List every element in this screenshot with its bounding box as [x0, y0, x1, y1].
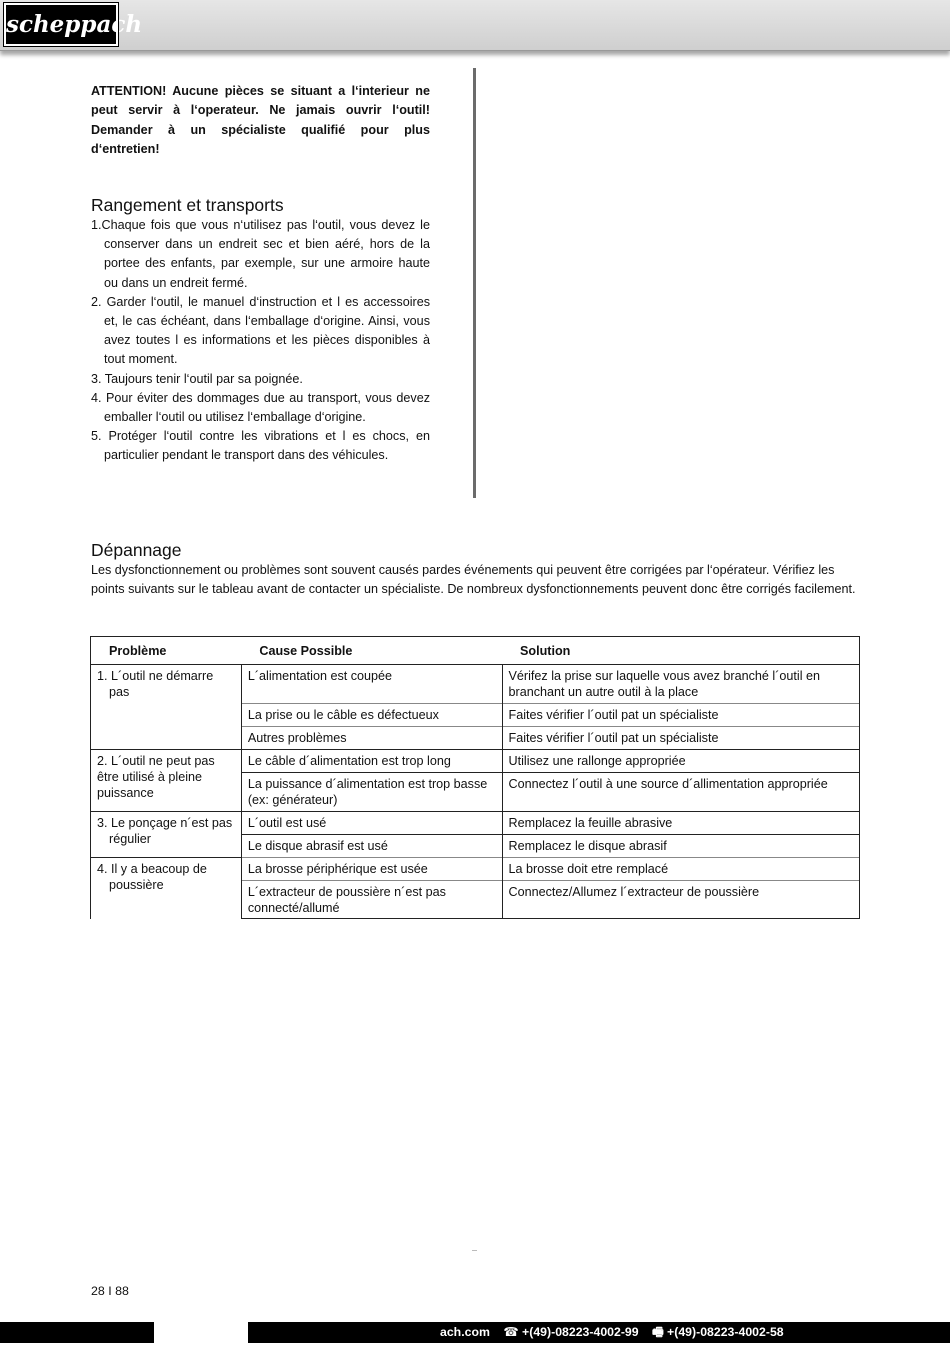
attention-block [91, 82, 430, 159]
attention-text: ATTENTION! Aucune pièces se situant a l‘interieur ne peut servir à l‘operateur. Ne jamais ouvrir l‘outil! Demander à un spécialiste qualifié pour plus d‘entretien! [91, 84, 430, 156]
solution-cell: Faites vérifier l´outil pat un spécialiste [502, 704, 860, 727]
header-cause: Cause Possible [241, 637, 502, 665]
solution-cell: Remplacez la feuille abrasive [502, 812, 860, 835]
page-number: 28 I 88 [91, 1284, 129, 1298]
depannage-title: Dépannage [91, 540, 182, 560]
footer-contact [440, 1322, 794, 1343]
problem-cell [91, 665, 242, 750]
problem-text: 4. Il y a beacoup de poussière [97, 862, 207, 892]
depannage-intro: Les dysfonctionnement ou problèmes sont souvent causés pardes événements qui peuvent être corrigées par l‘opérateur. Vérifiez les points suivants sur le tableau avant de contacter un spécialiste. De nombreux dysfonctionnements peuvent donc être corrigés facilement. [91, 563, 856, 597]
footer-gap [154, 1322, 248, 1343]
cause-cell: Le disque abrasif est usé [241, 835, 502, 858]
footer-website: ach.com [440, 1325, 490, 1339]
page-mark [472, 1250, 477, 1251]
cause-cell: La brosse périphérique est usée [241, 858, 502, 881]
cause-cell: Autres problèmes [241, 727, 502, 750]
troubleshooting-table [90, 636, 860, 919]
footer-fax: 🖷 +(49)-08223-4002-58 [652, 1325, 784, 1339]
cause-cell: La puissance d´alimentation est trop basse (ex: générateur) [241, 773, 502, 812]
solution-cell: Connectez/Allumez l´extracteur de poussière [502, 881, 860, 919]
list-item: 2. Garder l‘outil, le manuel d‘instruction et l es accessoires et, le cas échéant, dans l‘emballage d‘origine. Ainsi, vous avez toutes l es informations et les pièces disponibles à tout moment. [91, 294, 430, 367]
column-divider [473, 68, 476, 498]
list-item: 3. Taujours tenir l‘outil par sa poignée. [91, 371, 303, 386]
rangement-list [91, 216, 430, 466]
solution-cell: Utilisez une rallonge appropriée [502, 750, 860, 773]
rangement-title: Rangement et transports [91, 195, 284, 215]
scheppach-logo: scheppach [4, 3, 118, 46]
table-row [91, 665, 860, 704]
solution-cell: Faites vérifier l´outil pat un spécialiste [502, 727, 860, 750]
list-item: 4. Pour éviter des dommages due au transport, vous devez emballer l‘outil ou utilisez l‘emballage d‘origine. [91, 390, 430, 425]
table-row [91, 812, 860, 835]
problem-text: 1. L´outil ne démarre pas [97, 669, 214, 699]
solution-cell: Connectez l´outil à une source d´allimentation appropriée [502, 773, 860, 812]
list-item: 5. Protéger l‘outil contre les vibrations et l es chocs, en particulier pendant le transport dans des véhicules. [91, 429, 430, 463]
header-solution: Solution [502, 637, 860, 665]
table-header-row [91, 637, 860, 665]
solution-cell: Vérifez la prise sur laquelle vous avez branché l´outil en branchant un autre outil à la place [502, 665, 860, 704]
problem-text: 3. Le ponçage n´est pas régulier [97, 816, 233, 846]
solution-cell: Remplacez le disque abrasif [502, 835, 860, 858]
cause-cell: Le câble d´alimentation est trop long [241, 750, 502, 773]
list-item: 1.Chaque fois que vous n‘utilisez pas l‘outil, vous devez le conserver dans un endreit sec et bien aéré, hors de la portee des enfants, par exemple, sur une armoire haute ou dans un endreit fermé. [91, 218, 430, 290]
table-row [91, 750, 860, 773]
cause-cell: L´alimentation est coupée [241, 665, 502, 704]
problem-cell: 2. L´outil ne peut pas être utilisé à pleine puissance [91, 750, 242, 812]
header-bar [0, 0, 950, 51]
solution-cell: La brosse doit etre remplacé [502, 858, 860, 881]
problem-cell [91, 858, 242, 919]
footer-phone: ☎ +(49)-08223-4002-99 [503, 1325, 639, 1339]
problem-cell [91, 812, 242, 858]
header-probleme: Problème [91, 637, 242, 665]
table-row [91, 858, 860, 881]
cause-cell: La prise ou le câble es défectueux [241, 704, 502, 727]
cause-cell: L´extracteur de poussière n´est pas connecté/allumé [241, 881, 502, 919]
cause-cell: L´outil est usé [241, 812, 502, 835]
